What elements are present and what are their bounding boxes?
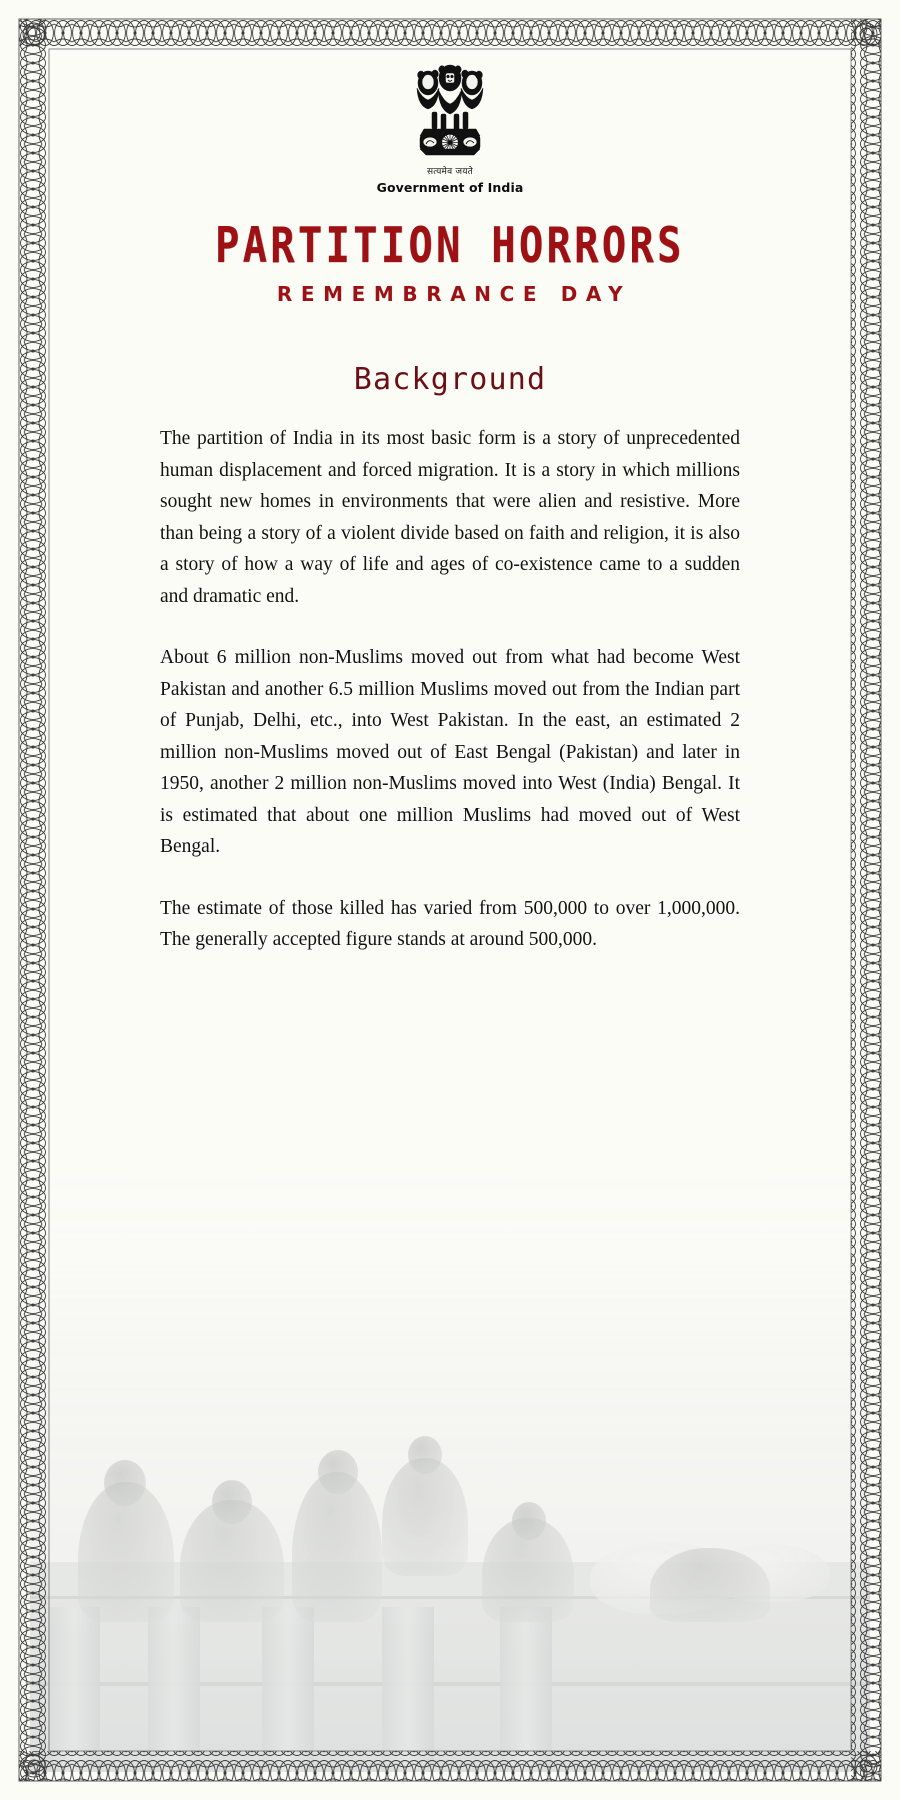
watermark-figure-head bbox=[408, 1436, 442, 1474]
ashoka-lion-capital-emblem bbox=[408, 62, 492, 166]
poster-title-block bbox=[0, 217, 900, 306]
watermark-pillar bbox=[148, 1607, 200, 1772]
watermark-figure bbox=[650, 1548, 770, 1622]
watermark-bundle bbox=[710, 1544, 830, 1602]
watermark-figure bbox=[482, 1518, 574, 1622]
watermark-figure-head bbox=[318, 1450, 358, 1494]
watermark-platform bbox=[30, 1562, 870, 1772]
emblem-motto: सत्यमेव जयते bbox=[427, 167, 473, 177]
body-paragraph: About 6 million non-Muslims moved out from what had become West Pakistan and another 6.5 million Muslims moved out from the Indian part of Punjab, Delhi, etc., into West Pakistan. In the east, an estimated 2 million non-Muslims moved out of East Bengal (Pakistan) and later in 1950, another 2 million non-Muslims moved into West (India) Bengal. It is estimated that about one million Muslims had moved out of West Bengal. bbox=[160, 647, 740, 857]
watermark-figure bbox=[292, 1472, 382, 1622]
page-subtitle: REMEMBRANCE DAY bbox=[276, 282, 632, 306]
watermark-pillar bbox=[48, 1607, 100, 1772]
watermark-pillar bbox=[262, 1607, 314, 1772]
watermark-figure bbox=[382, 1458, 468, 1576]
watermark-pillar bbox=[500, 1607, 552, 1772]
body-paragraph: The partition of India in its most basic form is a story of unprecedented human displacement and forced migration. It is a story in which millions sought new homes in environments that were alien and resistive. More than being a story of a violent divide based on faith and religion, it is also a story of how a way of life and ages of co-existence came to a sudden and dramatic end. bbox=[160, 428, 740, 607]
watermark-figure-head bbox=[104, 1460, 146, 1506]
watermark-figure-head bbox=[212, 1480, 252, 1524]
background-body bbox=[160, 423, 740, 956]
emblem-caption: Government of India bbox=[376, 180, 524, 195]
watermark-backdrop bbox=[30, 1152, 870, 1772]
watermark-pillar bbox=[382, 1607, 434, 1772]
watermark-figure-head bbox=[512, 1502, 546, 1540]
page-title: PARTITION HORRORS bbox=[215, 217, 685, 275]
partition-refugees-photograph-watermark bbox=[30, 1152, 870, 1772]
watermark-figure bbox=[78, 1482, 174, 1622]
body-paragraph: The estimate of those killed has varied from 500,000 to over 1,000,000. The generally accepted figure stands at around 500,000. bbox=[160, 897, 740, 950]
watermark-figure bbox=[180, 1500, 284, 1622]
watermark-bundle bbox=[590, 1542, 736, 1614]
government-emblem-block bbox=[0, 0, 900, 195]
section-heading: Background bbox=[353, 362, 547, 397]
